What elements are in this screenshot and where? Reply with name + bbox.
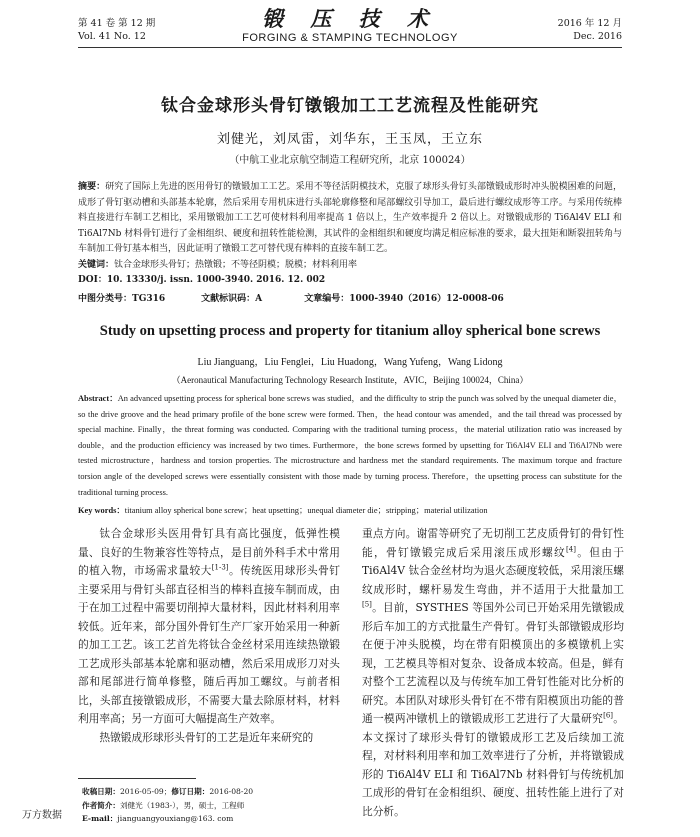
paper-title-en: Study on upsetting process and property for titanium alloy spherical bone screws [99,323,601,339]
body-column-right [362,525,624,821]
revised-label: 修订日期： [171,787,210,796]
article-no-value: 1000-3940（2016）12-0008-06 [349,294,504,304]
received-label: 收稿日期： [82,787,120,796]
doi-line [78,273,622,289]
abstract-en-label: Abstract： [78,394,118,403]
keywords-en [78,504,622,516]
authors-en: Liu Jianguang，Liu Fenglei，Liu Huadong，Wang Yufeng，Wang Lidong [197,357,503,368]
body-text: 。本文探讨了球形头骨钉的镦锻成形工艺及后续加工流程，对材料利用率和加工效率进行了分析，并将镦锻成形的 Ti6Al4V ELI 和 Ti6Al7Nb 材料骨钉与传统机加工成形的骨钉在金相组织、硬度、扭转性能上进行了对比分析。 [362,712,624,818]
affiliation-en: （Aeronautical Manufacturing Technology Research Institute，AVIC，Beijing 100024，China） [171,375,529,385]
author-bio-label: 作者简介： [82,800,120,810]
citation: [1-3] [211,563,229,572]
body-paragraph [78,525,340,729]
keywords-cn-text: 钛合金球形头骨钉；热镦锻；不等径阴模；脱模；材料利用率 [114,259,358,270]
paper-title-cn: 钛合金球形头骨钉镦锻加工工艺流程及性能研究 [161,96,539,116]
body-text: 。传统医用球形头骨钉主要采用与骨钉头部直径相当的棒料直接车制而成，由于在加工过程中需要切削掉大量材料，因此材料利用率较低。近年来，部分国外骨钉生产厂家开始采用一种新的加工工艺。该工艺首先将钛合金丝材采用连续热镦锻工艺成形头部基本轮廓和驱动槽，然后采用成形刀对头部和尾部进行简单修整，随后再加工螺纹。与前者相比，头部直接镦锻成形，不需要大量去除原材料，材料利用率高；另一方面可大幅提高生产效率。 [78,564,340,725]
abstract-cn-text: 研究了国际上先进的医用骨钉的镦锻加工工艺。采用不等径活阴模技术，克服了球形头骨钉头部镦锻成形时冲头脱模困难的问题，成形了骨钉驱动槽和头部基本轮廓，然后采用专用机床进行头部轮廓修整和尾部螺纹引导加工，最后进行螺纹成形等工序。与采用传统棒料直接进行车制工艺相比，采用镦锻加工工艺可使材料利用率提高 1 倍以上，生产效率提升 2 倍以上。对镦锻成形的 Ti6Al4V ELI 和 Ti6Al7Nb 材料骨钉进行了金相组织、硬度和扭转性能检测，其试件的金相组织和硬度均满足相应标准的要求，最大扭矩和断裂扭转角与车制加工骨钉基本相当，因此证明了镦锻工艺可替代现有棒料的直接车制工艺。 [78,182,622,254]
body-text: 。但由于 Ti6Al4V 钛合金丝材均为退火态硬度较低，采用滚压螺纹成形时，螺杆易发生弯曲，并不适用于大批量加工 [362,545,624,596]
clc-value: TG316 [132,294,166,304]
body-paragraph [78,729,340,748]
article-no [304,291,503,304]
received-date: 2016-05-09； [119,787,172,796]
keywords-en-text: titanium alloy spherical bone screw；heat upsetting；unequal diameter die；stripping；material utilization [124,506,488,515]
doi-value: 10. 13330/j. issn. 1000-3940. 2016. 12. 002 [106,275,326,285]
body-column-left [78,525,340,747]
body-text: 。目前，SYSTHES 等国外公司已开始采用先镦锻成形后车加工的方式批量生产骨钉。骨钉头部镦锻成形均在便于冲头脱模，均在带有阳模顶出的多模镦机上实现，工艺模具等相对复杂、设备成本较高。但是，鲜有对整个工艺流程以及与传统车加工骨钉性能对比分析的研究。本团队对球形头骨钉在不带有阳模顶出功能的普通一模两冲镦机上的镦锻成形工艺进行了大量研究 [362,601,624,725]
clc [78,291,198,304]
footnote-email [78,812,340,826]
issue-date [558,17,622,43]
doi-label: DOI： [78,275,107,285]
clc-label: 中图分类号： [78,294,133,304]
keywords-en-label: Key words： [78,506,125,515]
abstract-cn-label: 摘要： [78,182,106,192]
volume-cn: 第 41 卷 第 12 期 [78,18,156,29]
citation: [5] [362,600,372,609]
classification-row [78,291,622,304]
body-text: 热镦锻成形球形头骨钉的工艺是近年来研究的 [99,730,314,744]
body-text: 钛合金球形头医用骨钉具有高比强度，低弹性模量、良好的生物兼容性等特点，是目前外科手术中常用的植入物，市场需求量较大 [78,527,340,577]
date-en: Dec. 2016 [573,31,622,42]
keywords-cn-label: 关键词： [78,259,115,270]
doc-code-label: 文献标识码： [201,294,256,304]
footnote-divider [78,778,196,779]
body-paragraph [362,525,624,821]
citation: [6] [603,711,614,720]
footnote-author [78,799,340,813]
header-divider [78,47,622,48]
body-text: 重点方向。谢雷等研究了无切削工艺皮质骨钉的骨钉性能，骨钉镦锻完成后采用滚压成形螺纹 [362,527,624,559]
article-no-label: 文章编号： [304,294,350,304]
volume-en: Vol. 41 No. 12 [78,31,146,42]
revised-date: 2016-08-20 [209,787,254,796]
email-value: jianguangyouxiang@163. com [117,814,234,823]
authors-cn: 刘健光，刘凤雷，刘华东，王玉凤，王立东 [216,132,483,147]
footnote-dates [78,785,340,799]
date-cn: 2016 年 12 月 [557,18,622,29]
doc-code-value: A [255,294,263,304]
email-label: E-mail： [82,814,118,823]
keywords-cn [78,258,622,274]
watermark: 万方数据 [22,806,62,821]
abstract-en-text: An advanced upsetting process for spherical bone screws was studied，and the difficulty to strip the punch was solved by the unequal diameter die，so the drive groove and the head primary profile of the bone screw were formed. Then，the head contour was amended，and the tail thread was processed by special machine. Finally，the threat forming was conducted. Comparing with the traditional turning process，the material utilization ratio was increased by double，and the production efficiency was increased by two times. Furthermore，the bone screws formed by upsetting for Ti6Al4V ELI and Ti6Al7Nb were tested microstructure，hardness and torsion properties. The microstructure and hardness met the standard requirements. The maximum torque and fracture torsion angle of the developed screws were essentially consistent with those made by turning process. Therefore，the upsetting process can substitute for the traditional turning process. [78,394,622,497]
affiliation-cn: （中航工业北京航空制造工程研究所，北京 100024） [229,155,471,166]
citation: [4] [566,544,576,553]
journal-name-en: FORGING & STAMPING TECHNOLOGY [242,32,458,44]
author-bio: 刘健光（1983-），男，硕士，工程师 [119,800,245,810]
abstract-cn [78,180,622,289]
abstract-en [78,391,622,500]
journal-logo: 锻 压 技 术 [262,6,438,31]
abstract-cn-body [78,180,622,258]
doc-code [201,291,301,304]
footnote [78,785,340,826]
